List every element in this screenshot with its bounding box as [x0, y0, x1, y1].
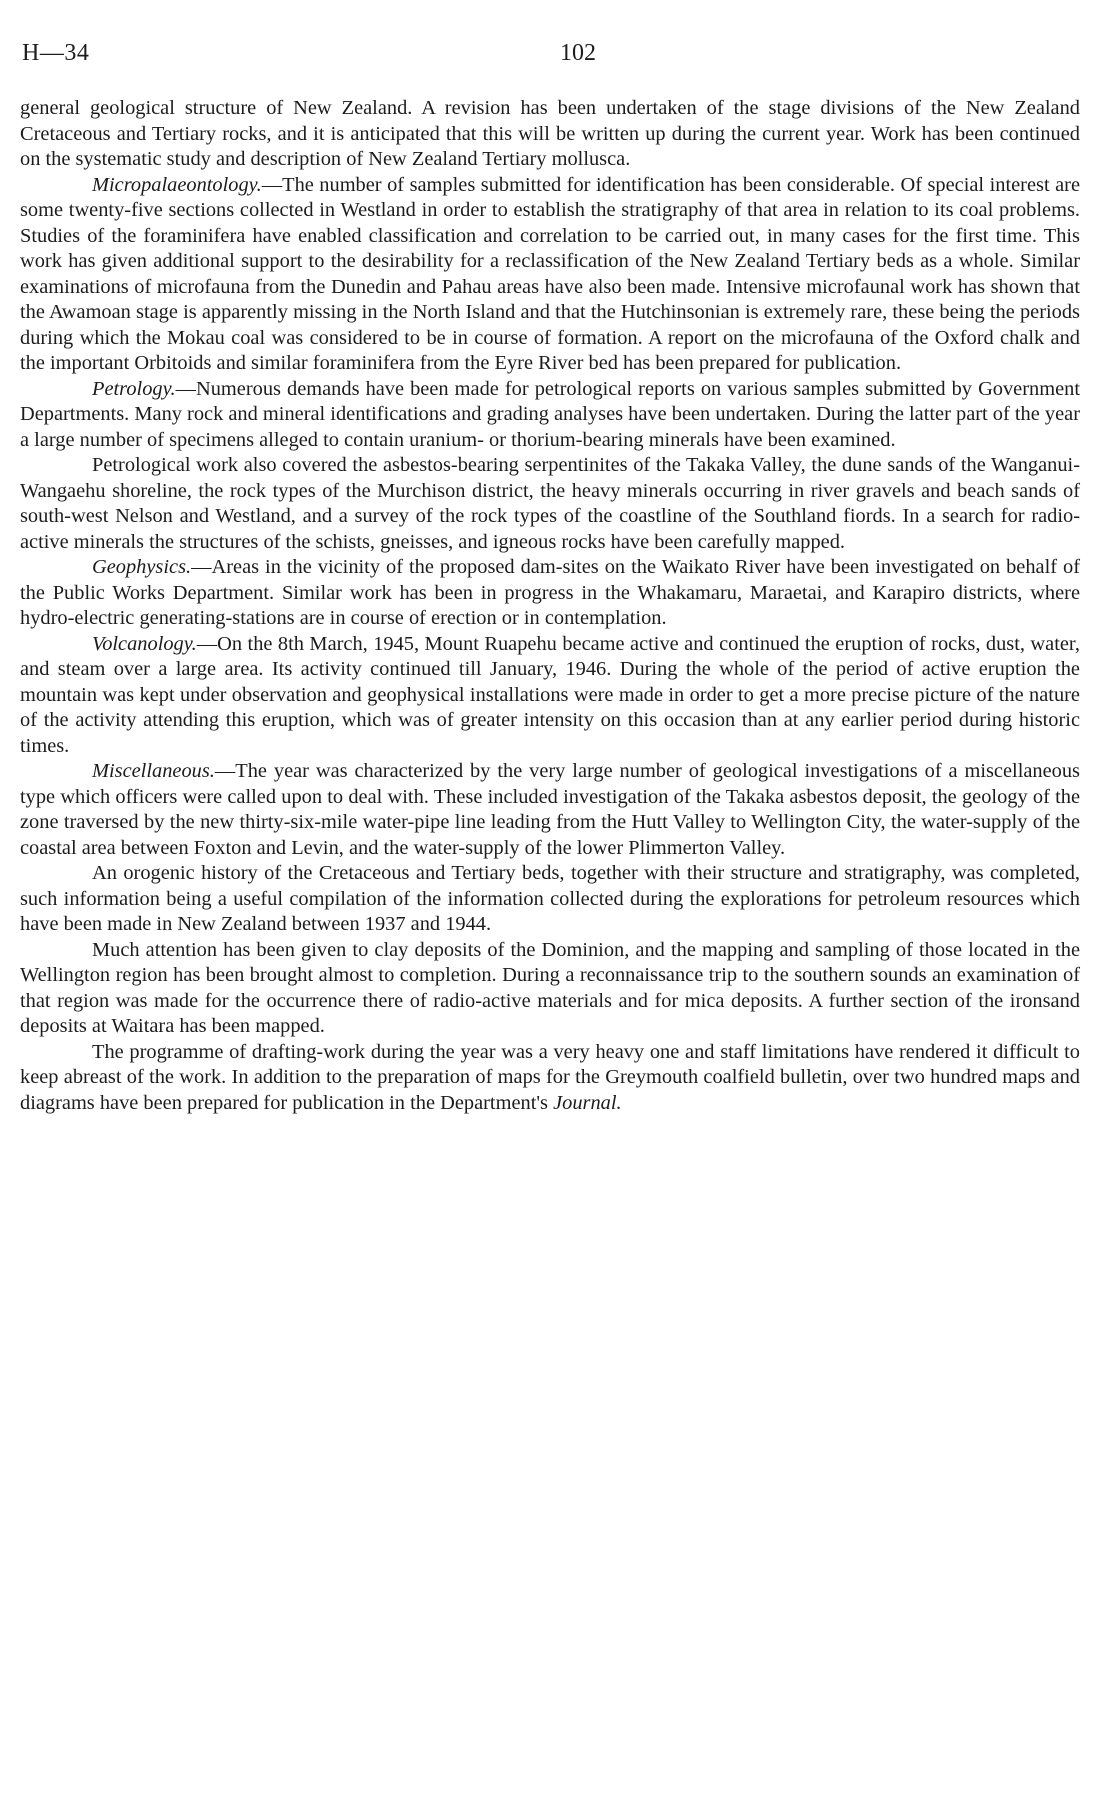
paragraph-drafting-work	[20, 1040, 1080, 1117]
section-heading-petrology: Petrology.	[92, 377, 176, 400]
page-number: 102	[560, 40, 596, 66]
paragraph-text: Petrological work also covered the asbestos-bearing serpentinites of the Takaka Valley, the dune sands of the Wanganui-Wangaehu shoreline, the rock types of the Murchison district, the heavy minerals occurring in river gravels and beach sands of south-west Nelson and Westland, and a survey of the rock types of the coastline of the Southland fiords. In a search for radio-active minerals the structures of the schists, gneisses, and igneous rocks have been carefully mapped.	[20, 454, 1080, 553]
document-reference: H—34	[22, 40, 90, 66]
section-heading-micropalaeontology: Micropalaeontology.	[92, 173, 262, 196]
paragraph-geophysics	[20, 555, 1080, 632]
paragraph-geology-continued	[20, 96, 1080, 173]
journal-title: Journal.	[553, 1091, 622, 1114]
paragraph-miscellaneous	[20, 759, 1080, 861]
paragraph-petrology	[20, 377, 1080, 454]
document-page	[20, 0, 1080, 1794]
paragraph-text: —The year was characterized by the very large number of geological investigations of a miscellaneous type which officers were called upon to deal with. These included investigation of the Takaka asbestos deposit, the geology of the zone traversed by the new thirty-six-mile water-pipe line leading from the Hutt Valley to Wellington City, the water-supply of the coastal area between Foxton and Levin, and the water-supply of the lower Plimmerton Valley.	[20, 760, 1080, 859]
paragraph-petrology-continued	[20, 453, 1080, 555]
section-heading-volcanology: Volcanology.	[92, 632, 197, 655]
paragraph-volcanology	[20, 632, 1080, 760]
paragraph-micropalaeontology	[20, 173, 1080, 377]
page-header	[20, 40, 1080, 74]
paragraph-text: The programme of drafting-work during the year was a very heavy one and staff limitations have rendered it difficult to keep abreast of the work. In addition to the preparation of maps for the Greymouth coalfield bulletin, over two hundred maps and diagrams have been prepared for publication in the Department's	[20, 1040, 1080, 1114]
paragraph-text: An orogenic history of the Cretaceous and Tertiary beds, together with their structure and stratigraphy, was completed, such information being a useful compilation of the information collected during the explorations for petroleum resources which have been made in New Zealand between 1937 and 1944.	[20, 862, 1080, 935]
section-heading-geophysics: Geophysics.	[92, 556, 192, 578]
paragraph-text: —The number of samples submitted for identification has been considerable. Of special interest are some twenty-five sections collected in Westland in order to establish the stratigraphy of that area in relation to its coal problems. Studies of the foraminifera have enabled classification and correlation to be carried out, in many cases for the first time. This work has given additional support to the desirability for a reclassification of the New Zealand Tertiary beds as a whole. Similar examinations of microfauna from the Dunedin and Pahau areas have also been made. Intensive microfaunal work has shown that the Awamoan stage is apparently missing in the North Island and that the Hutchinsonian is extremely rare, these being the periods during which the Mokau coal was considered to be in course of formation. A report on the microfauna of the Oxford chalk and the important Orbitoids and similar foraminifera from the Eyre River bed has been prepared for publication.	[20, 173, 1080, 374]
paragraph-orogenic-history	[20, 861, 1080, 938]
paragraph-clay-deposits	[20, 938, 1080, 1040]
section-heading-miscellaneous: Miscellaneous.	[92, 760, 215, 782]
paragraph-text: Much attention has been given to clay deposits of the Dominion, and the mapping and sampling of those located in the Wellington region has been brought almost to completion. During a reconnaissance trip to the southern sounds an examination of that region was made for the occurrence there of radio-active materials and for mica deposits. A further section of the ironsand deposits at Waitara has been mapped.	[20, 938, 1080, 1037]
paragraph-text: —Areas in the vicinity of the proposed dam-sites on the Waikato River have been investigated on behalf of the Public Works Department. Similar work has been in progress in the Whakamaru, Maraetai, and Karapiro districts, where hydro-electric generating-stations are in course of erection or in contemplation.	[20, 556, 1080, 629]
paragraph-text: general geological structure of New Zealand. A revision has been undertaken of the stage divisions of the New Zealand Cretaceous and Tertiary rocks, and it is anticipated that this will be written up during the current year. Work has been continued on the systematic study and description of New Zealand Tertiary mollusca.	[20, 97, 1080, 170]
paragraph-text: —On the 8th March, 1945, Mount Ruapehu became active and continued the eruption of rocks, dust, water, and steam over a large area. Its activity continued till January, 1946. During the whole of the period of active eruption the mountain was kept under observation and geophysical installations were made in order to get a more precise picture of the nature of the activity attending this eruption, which was of greater intensity on this occasion than at any earlier period during historic times.	[20, 632, 1080, 757]
paragraph-text: —Numerous demands have been made for petrological reports on various samples submitted by Government Departments. Many rock and mineral identifications and grading analyses have been undertaken. During the latter part of the year a large number of specimens alleged to contain uranium- or thorium-bearing minerals have been examined.	[20, 377, 1080, 451]
body-text	[20, 96, 1080, 1116]
